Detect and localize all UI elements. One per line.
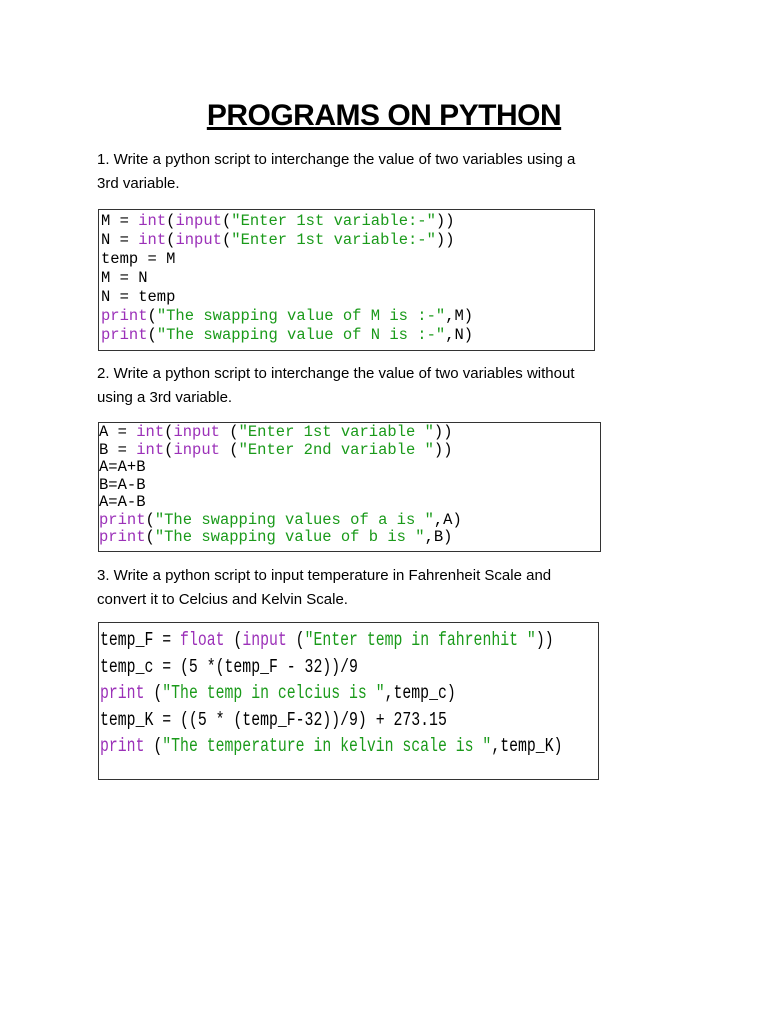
code-keyword: float	[180, 629, 225, 651]
question-1-line-2: 3rd variable.	[97, 175, 180, 192]
code-text: (	[147, 307, 157, 325]
code-text: (	[164, 423, 174, 441]
code-line	[100, 707, 488, 734]
code-text: ,N)	[445, 326, 474, 344]
code-text: ))	[435, 231, 455, 249]
code-text: (	[144, 682, 163, 704]
code-text: N =	[101, 231, 139, 249]
code-string: "Enter 1st variable "	[238, 423, 434, 441]
question-2-line-1: 2. Write a python script to interchange the value of two variables without	[97, 365, 575, 382]
code-line	[100, 654, 488, 681]
code-keyword: int	[138, 231, 167, 249]
code-string: "The swapping value of N is :-"	[156, 326, 446, 344]
code-line	[100, 627, 554, 654]
code-line	[99, 424, 600, 442]
code-keyword: print	[101, 307, 148, 325]
code-line	[101, 269, 594, 288]
code-string: "Enter 2nd variable "	[238, 440, 434, 459]
code-text: (	[164, 440, 174, 459]
code-text: ))	[435, 212, 455, 230]
code-block-1	[98, 209, 595, 351]
code-text: N = temp	[101, 288, 176, 306]
code-string: "The temp in celcius is "	[162, 682, 385, 704]
code-text: ))	[433, 440, 453, 459]
code-text: temp = M	[101, 250, 176, 268]
code-string: "Enter 1st variable:-"	[231, 231, 436, 249]
code-line	[100, 733, 563, 760]
code-text: ,M)	[445, 307, 474, 325]
code-text: ,temp_K)	[491, 735, 563, 757]
question-3-line-1: 3. Write a python script to input temperature in Fahrenheit Scale and	[97, 567, 552, 584]
question-1	[97, 148, 657, 196]
code-text: (	[166, 231, 176, 249]
code-text: (	[147, 326, 157, 344]
code-text: (	[221, 231, 232, 249]
code-line	[101, 250, 594, 269]
code-line	[101, 307, 594, 326]
code-keyword: input	[173, 440, 220, 459]
code-line	[101, 212, 594, 231]
code-keyword: input	[175, 231, 222, 249]
code-text: M =	[101, 212, 139, 230]
code-keyword: input	[173, 423, 220, 441]
code-block-3	[98, 622, 599, 780]
code-keyword: input	[175, 212, 222, 230]
code-text: (	[221, 212, 232, 230]
code-text: (	[219, 440, 239, 459]
code-line	[101, 326, 594, 345]
code-keyword: print	[101, 326, 148, 344]
code-keyword: print	[99, 510, 146, 529]
code-line	[99, 459, 600, 477]
code-text: ))	[535, 629, 554, 651]
code-line	[101, 288, 594, 307]
code-line	[100, 680, 488, 707]
code-text: temp_F =	[100, 629, 181, 651]
code-string: "The swapping value of M is :-"	[156, 307, 446, 325]
code-text: A=A-B	[99, 493, 146, 511]
code-text: ,A)	[433, 510, 462, 529]
code-line	[99, 529, 600, 547]
code-text: temp_K = ((5 * (temp_F-32))/9) + 273.15	[100, 708, 447, 731]
code-text: (	[144, 735, 163, 757]
code-text: temp_c = (5 *(temp_F - 32))/9	[100, 655, 358, 678]
code-text: (	[286, 629, 305, 651]
code-keyword: print	[99, 528, 146, 546]
question-2	[97, 362, 657, 410]
code-keyword: print	[100, 682, 145, 704]
question-1-line-1: 1. Write a python script to interchange the value of two variables using a	[97, 151, 576, 168]
code-line	[99, 494, 600, 512]
code-text: (	[145, 510, 155, 529]
code-text: ))	[433, 423, 453, 441]
code-line	[101, 231, 594, 250]
code-string: "Enter 1st variable:-"	[231, 212, 436, 230]
code-string: "The swapping value of b is "	[154, 528, 425, 546]
code-text: B=A-B	[99, 475, 146, 494]
code-keyword: int	[136, 423, 165, 441]
code-line	[99, 477, 600, 495]
code-text: (	[219, 423, 239, 441]
code-text: (	[224, 629, 243, 651]
code-text: ,temp_c)	[384, 682, 456, 704]
question-2-line-2: using a 3rd variable.	[97, 389, 233, 406]
page-title: PROGRAMS ON PYTHON	[206, 99, 562, 132]
code-text: (	[166, 212, 176, 230]
code-string: "The swapping values of a is "	[154, 510, 434, 529]
code-keyword: print	[100, 735, 145, 757]
code-text: A =	[99, 423, 137, 441]
code-string: "The temperature in kelvin scale is "	[162, 735, 492, 757]
code-block-2	[98, 422, 601, 552]
question-3	[97, 564, 657, 612]
code-text: (	[145, 528, 155, 546]
code-text: ,B)	[424, 528, 453, 546]
code-text: A=A+B	[99, 458, 146, 476]
code-line	[99, 442, 600, 460]
code-keyword: int	[136, 440, 165, 459]
code-string: "Enter temp in fahrenhit "	[304, 629, 536, 651]
question-3-line-2: convert it to Celcius and Kelvin Scale.	[97, 591, 348, 608]
code-text: M = N	[101, 269, 148, 287]
code-line	[99, 512, 600, 530]
code-keyword: int	[138, 212, 167, 230]
code-keyword: input	[242, 629, 287, 651]
code-text: B =	[99, 440, 137, 459]
